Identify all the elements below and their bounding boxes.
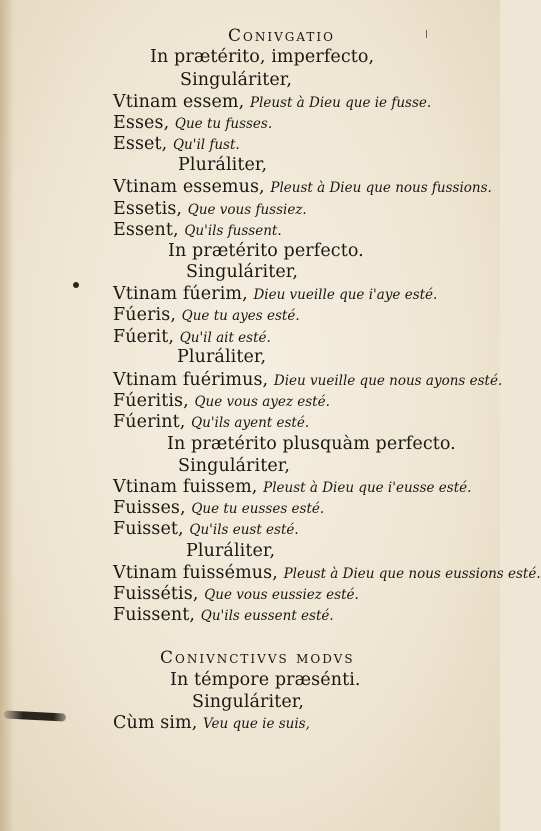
conjugation-line: Vtinam essem, Pleust à Dieu que ie fusse. xyxy=(113,92,432,112)
number-heading: Singuláriter, xyxy=(178,456,291,476)
section-heading: Conivnctivvs modvs xyxy=(160,648,355,668)
conjugation-line: Essetis, Que vous fussiez. xyxy=(113,199,307,219)
section-heading: Conivgatio xyxy=(228,26,335,46)
conjugation-line: Esset, Qu'il fust. xyxy=(113,134,240,154)
conjugation-line: Esses, Que tu fusses. xyxy=(113,113,273,133)
tense-heading: In prætérito plusquàm perfecto. xyxy=(167,434,456,454)
number-heading: Singuláriter, xyxy=(192,692,305,712)
conjugation-line: Fúeritis, Que vous ayez esté. xyxy=(113,391,330,411)
conjugation-line: Fuisses, Que tu eusses esté. xyxy=(113,498,325,518)
tense-heading: In prætérito, imperfecto, xyxy=(150,47,375,67)
conjugation-line: Fúerint, Qu'ils ayent esté. xyxy=(113,412,310,432)
number-heading: Singuláriter, xyxy=(180,70,293,90)
page-gutter-shadow xyxy=(0,0,14,831)
conjugation-line: Fuissétis, Que vous eussiez esté. xyxy=(113,584,359,604)
conjugation-line: Cùm sim, Veu que ie suis, xyxy=(113,713,310,733)
conjugation-line: Vtinam fúerim, Dieu vueille que i'aye esté. xyxy=(113,284,438,304)
tense-heading: In prætérito perfecto. xyxy=(168,241,364,261)
page-blemish xyxy=(426,30,427,38)
number-heading: Singuláriter, xyxy=(186,262,299,282)
margin-dot xyxy=(73,282,79,288)
conjugation-line: Fuisset, Qu'ils eust esté. xyxy=(113,519,299,539)
tense-heading: In témpore præsénti. xyxy=(170,670,361,690)
number-heading: Pluráliter, xyxy=(186,541,276,561)
conjugation-line: Vtinam fuissémus, Pleust à Dieu que nous eussions esté. xyxy=(113,563,541,583)
number-heading: Pluráliter, xyxy=(178,155,268,175)
conjugation-line: Fúeris, Que tu ayes esté. xyxy=(113,305,300,325)
conjugation-line: Fuissent, Qu'ils eussent esté. xyxy=(113,605,334,625)
conjugation-line: Vtinam essemus, Pleust à Dieu que nous fussions. xyxy=(113,177,492,197)
conjugation-line: Vtinam fuissem, Pleust à Dieu que i'eusse esté. xyxy=(113,477,472,497)
conjugation-line: Essent, Qu'ils fussent. xyxy=(113,220,282,240)
conjugation-line: Vtinam fuérimus, Dieu vueille que nous ayons esté. xyxy=(113,370,503,390)
number-heading: Pluráliter, xyxy=(177,347,267,367)
conjugation-line: Fúerit, Qu'il ait esté. xyxy=(113,327,271,347)
